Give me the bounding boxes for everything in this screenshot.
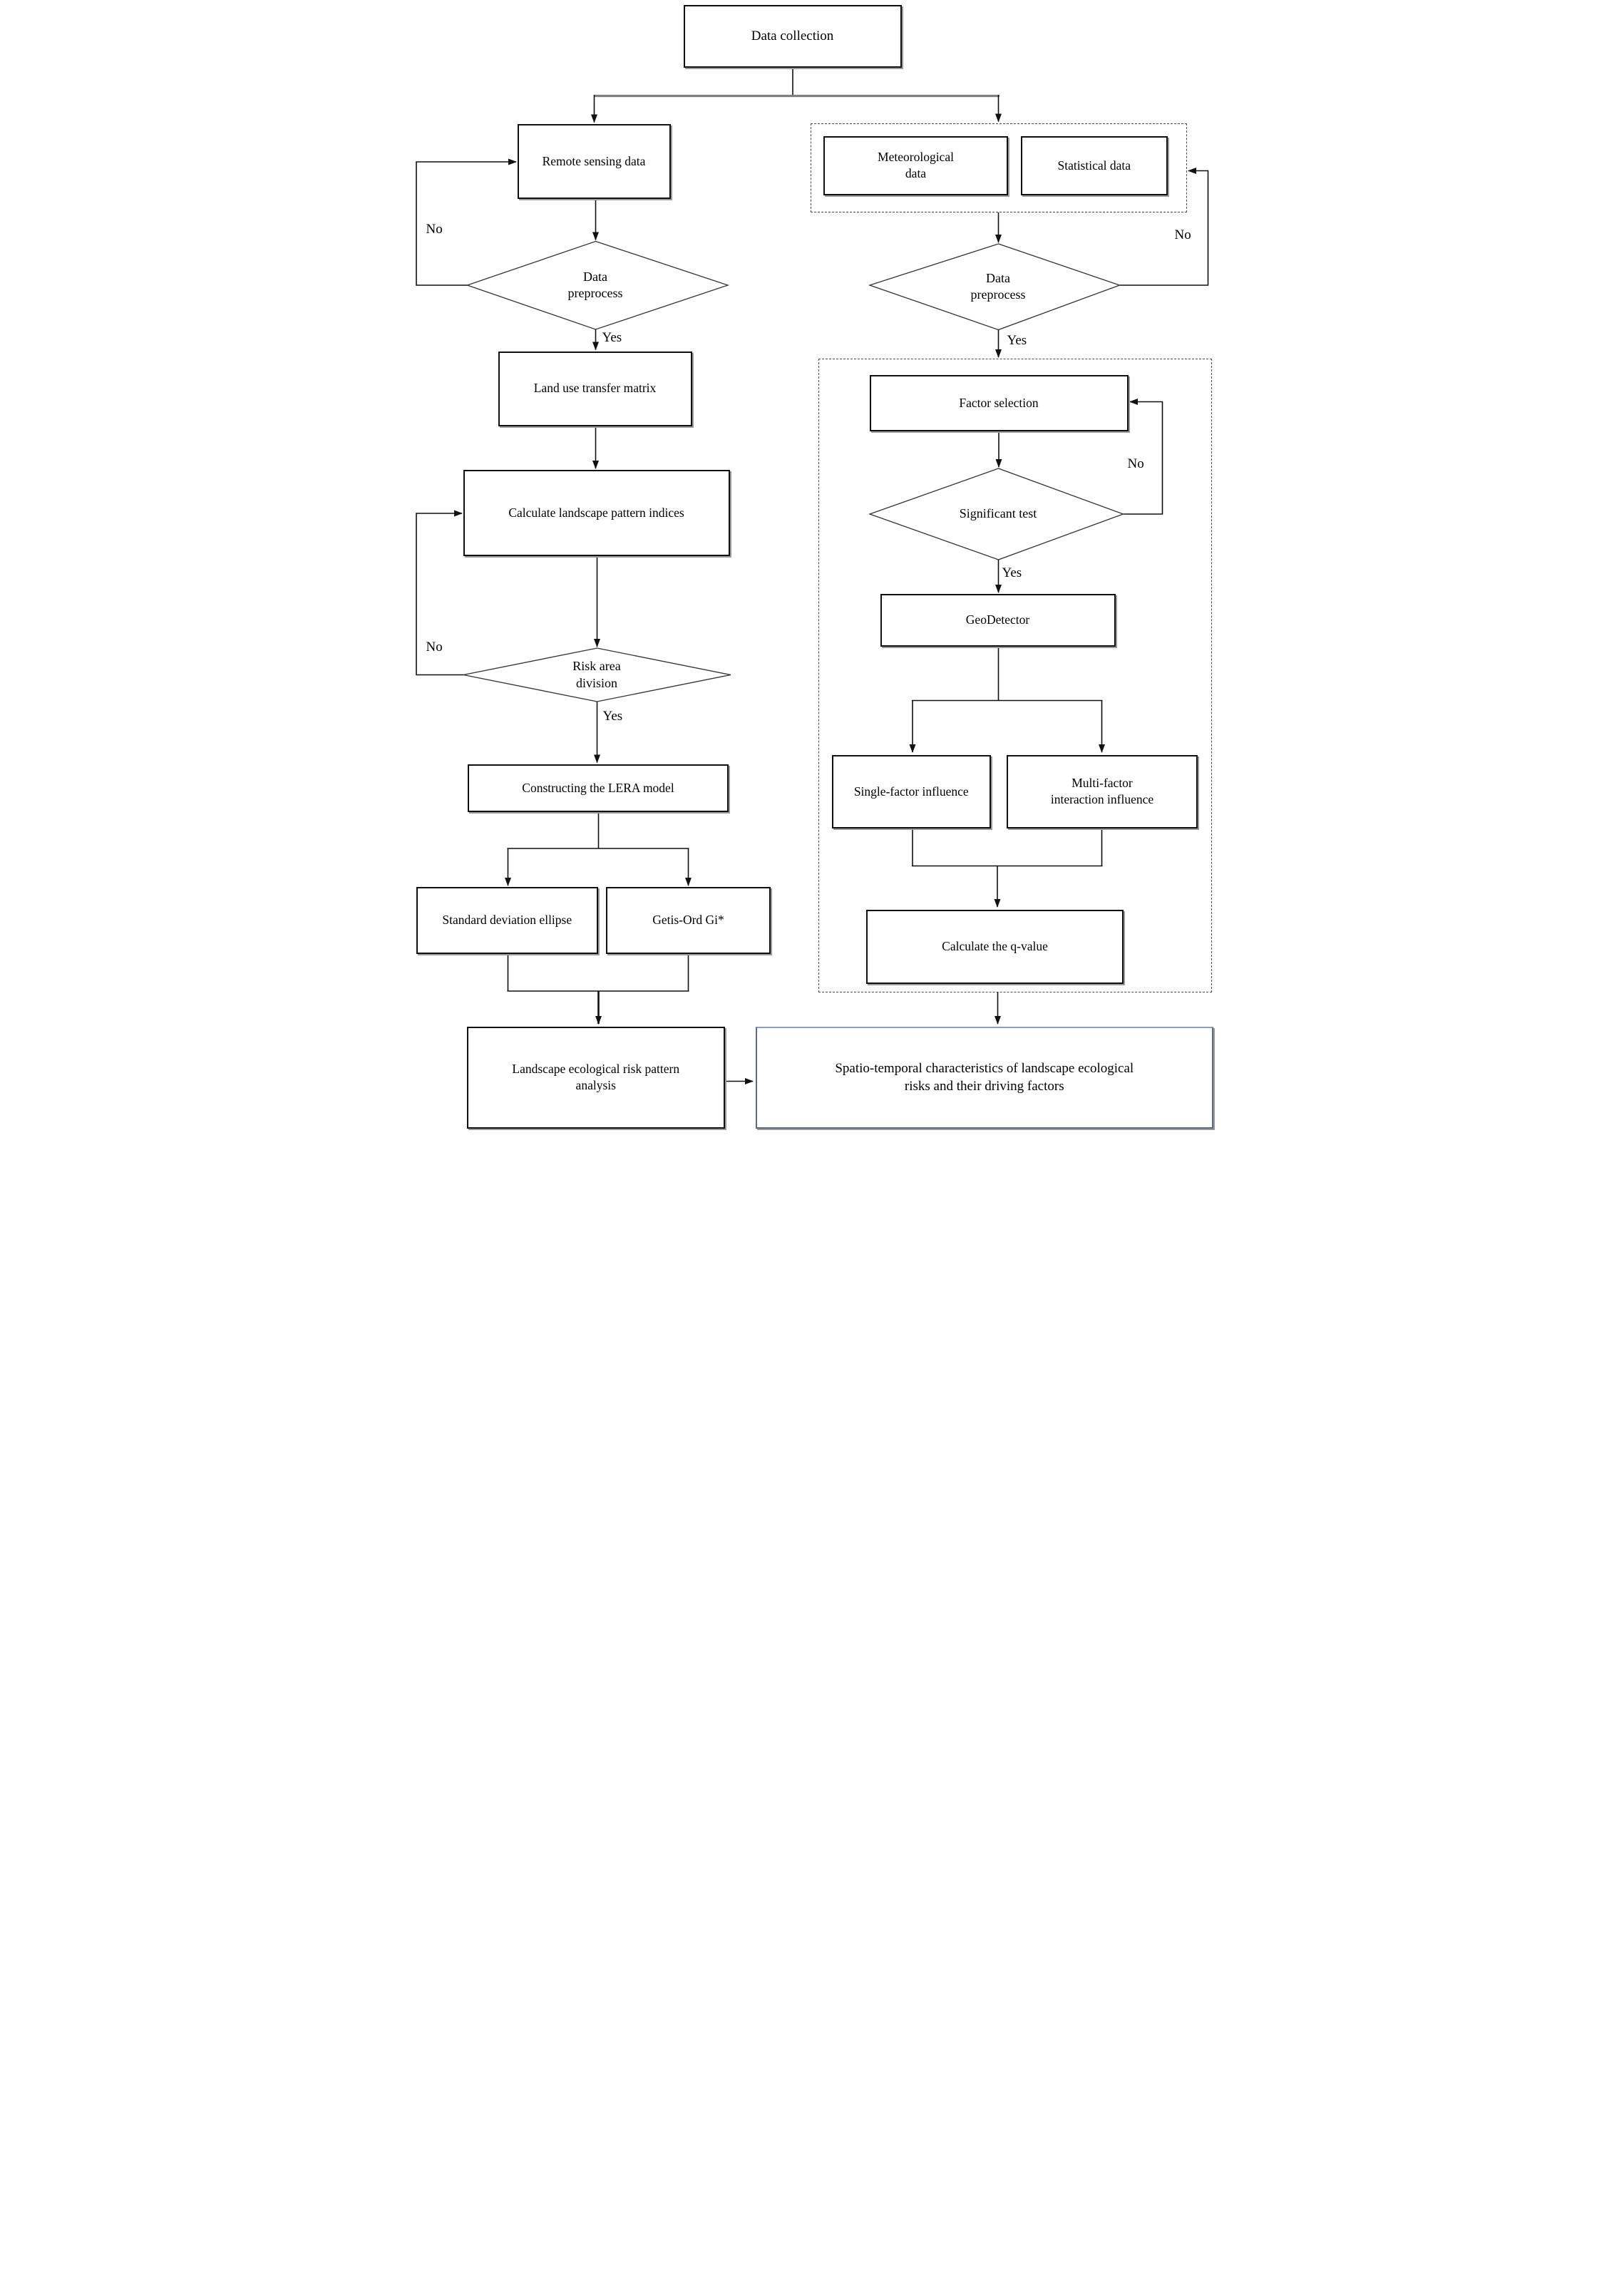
node-data-collection: Data collection <box>684 5 902 68</box>
node-land-use-transfer-matrix: Land use transfer matrix <box>498 352 692 426</box>
node-risk-pattern-analysis: Landscape ecological risk pattern analysis <box>467 1027 726 1129</box>
edge-label-yes-left-1: Yes <box>602 330 622 345</box>
node-statistical-data: Statistical data <box>1021 136 1168 195</box>
node-single-factor-influence: Single-factor influence <box>832 755 991 828</box>
diamond-label-data-preprocess-right: Data preprocess <box>970 270 1026 302</box>
node-spatio-temporal-characteristics: Spatio-temporal characteristics of landscape ecological risks and their driving factors <box>756 1027 1214 1129</box>
edge-label-yes-right-2: Yes <box>1002 565 1022 580</box>
diamond-label-risk-area-division: Risk area division <box>572 659 621 690</box>
edge-label-no-right-1: No <box>1174 227 1191 242</box>
diamond-label-significant-test: Significant test <box>959 506 1037 521</box>
edge-label-no-right-2: No <box>1127 456 1144 471</box>
node-calculate-q-value: Calculate the q-value <box>866 910 1124 984</box>
node-geodetector: GeoDetector <box>880 594 1116 647</box>
node-meteorological-data: Meteorological data <box>823 136 1008 195</box>
diamond-label-data-preprocess-left: Data preprocess <box>567 269 623 300</box>
node-standard-deviation-ellipse: Standard deviation ellipse <box>416 887 599 954</box>
node-multi-factor-influence: Multi-factor interaction influence <box>1007 755 1198 828</box>
node-getis-ord-gi: Getis-Ord Gi* <box>606 887 771 954</box>
edge-label-yes-left-2: Yes <box>602 709 623 724</box>
node-remote-sensing-data: Remote sensing data <box>518 124 671 200</box>
edge-label-no-left-2: No <box>426 640 443 655</box>
node-factor-selection: Factor selection <box>870 375 1129 432</box>
flowchart-canvas <box>406 0 1218 1139</box>
edge-label-no-left-1: No <box>426 222 443 237</box>
edge-label-yes-right-1: Yes <box>1007 333 1027 348</box>
node-constructing-lera-model: Constructing the LERA model <box>468 764 729 813</box>
node-calc-landscape-indices: Calculate landscape pattern indices <box>463 470 730 556</box>
